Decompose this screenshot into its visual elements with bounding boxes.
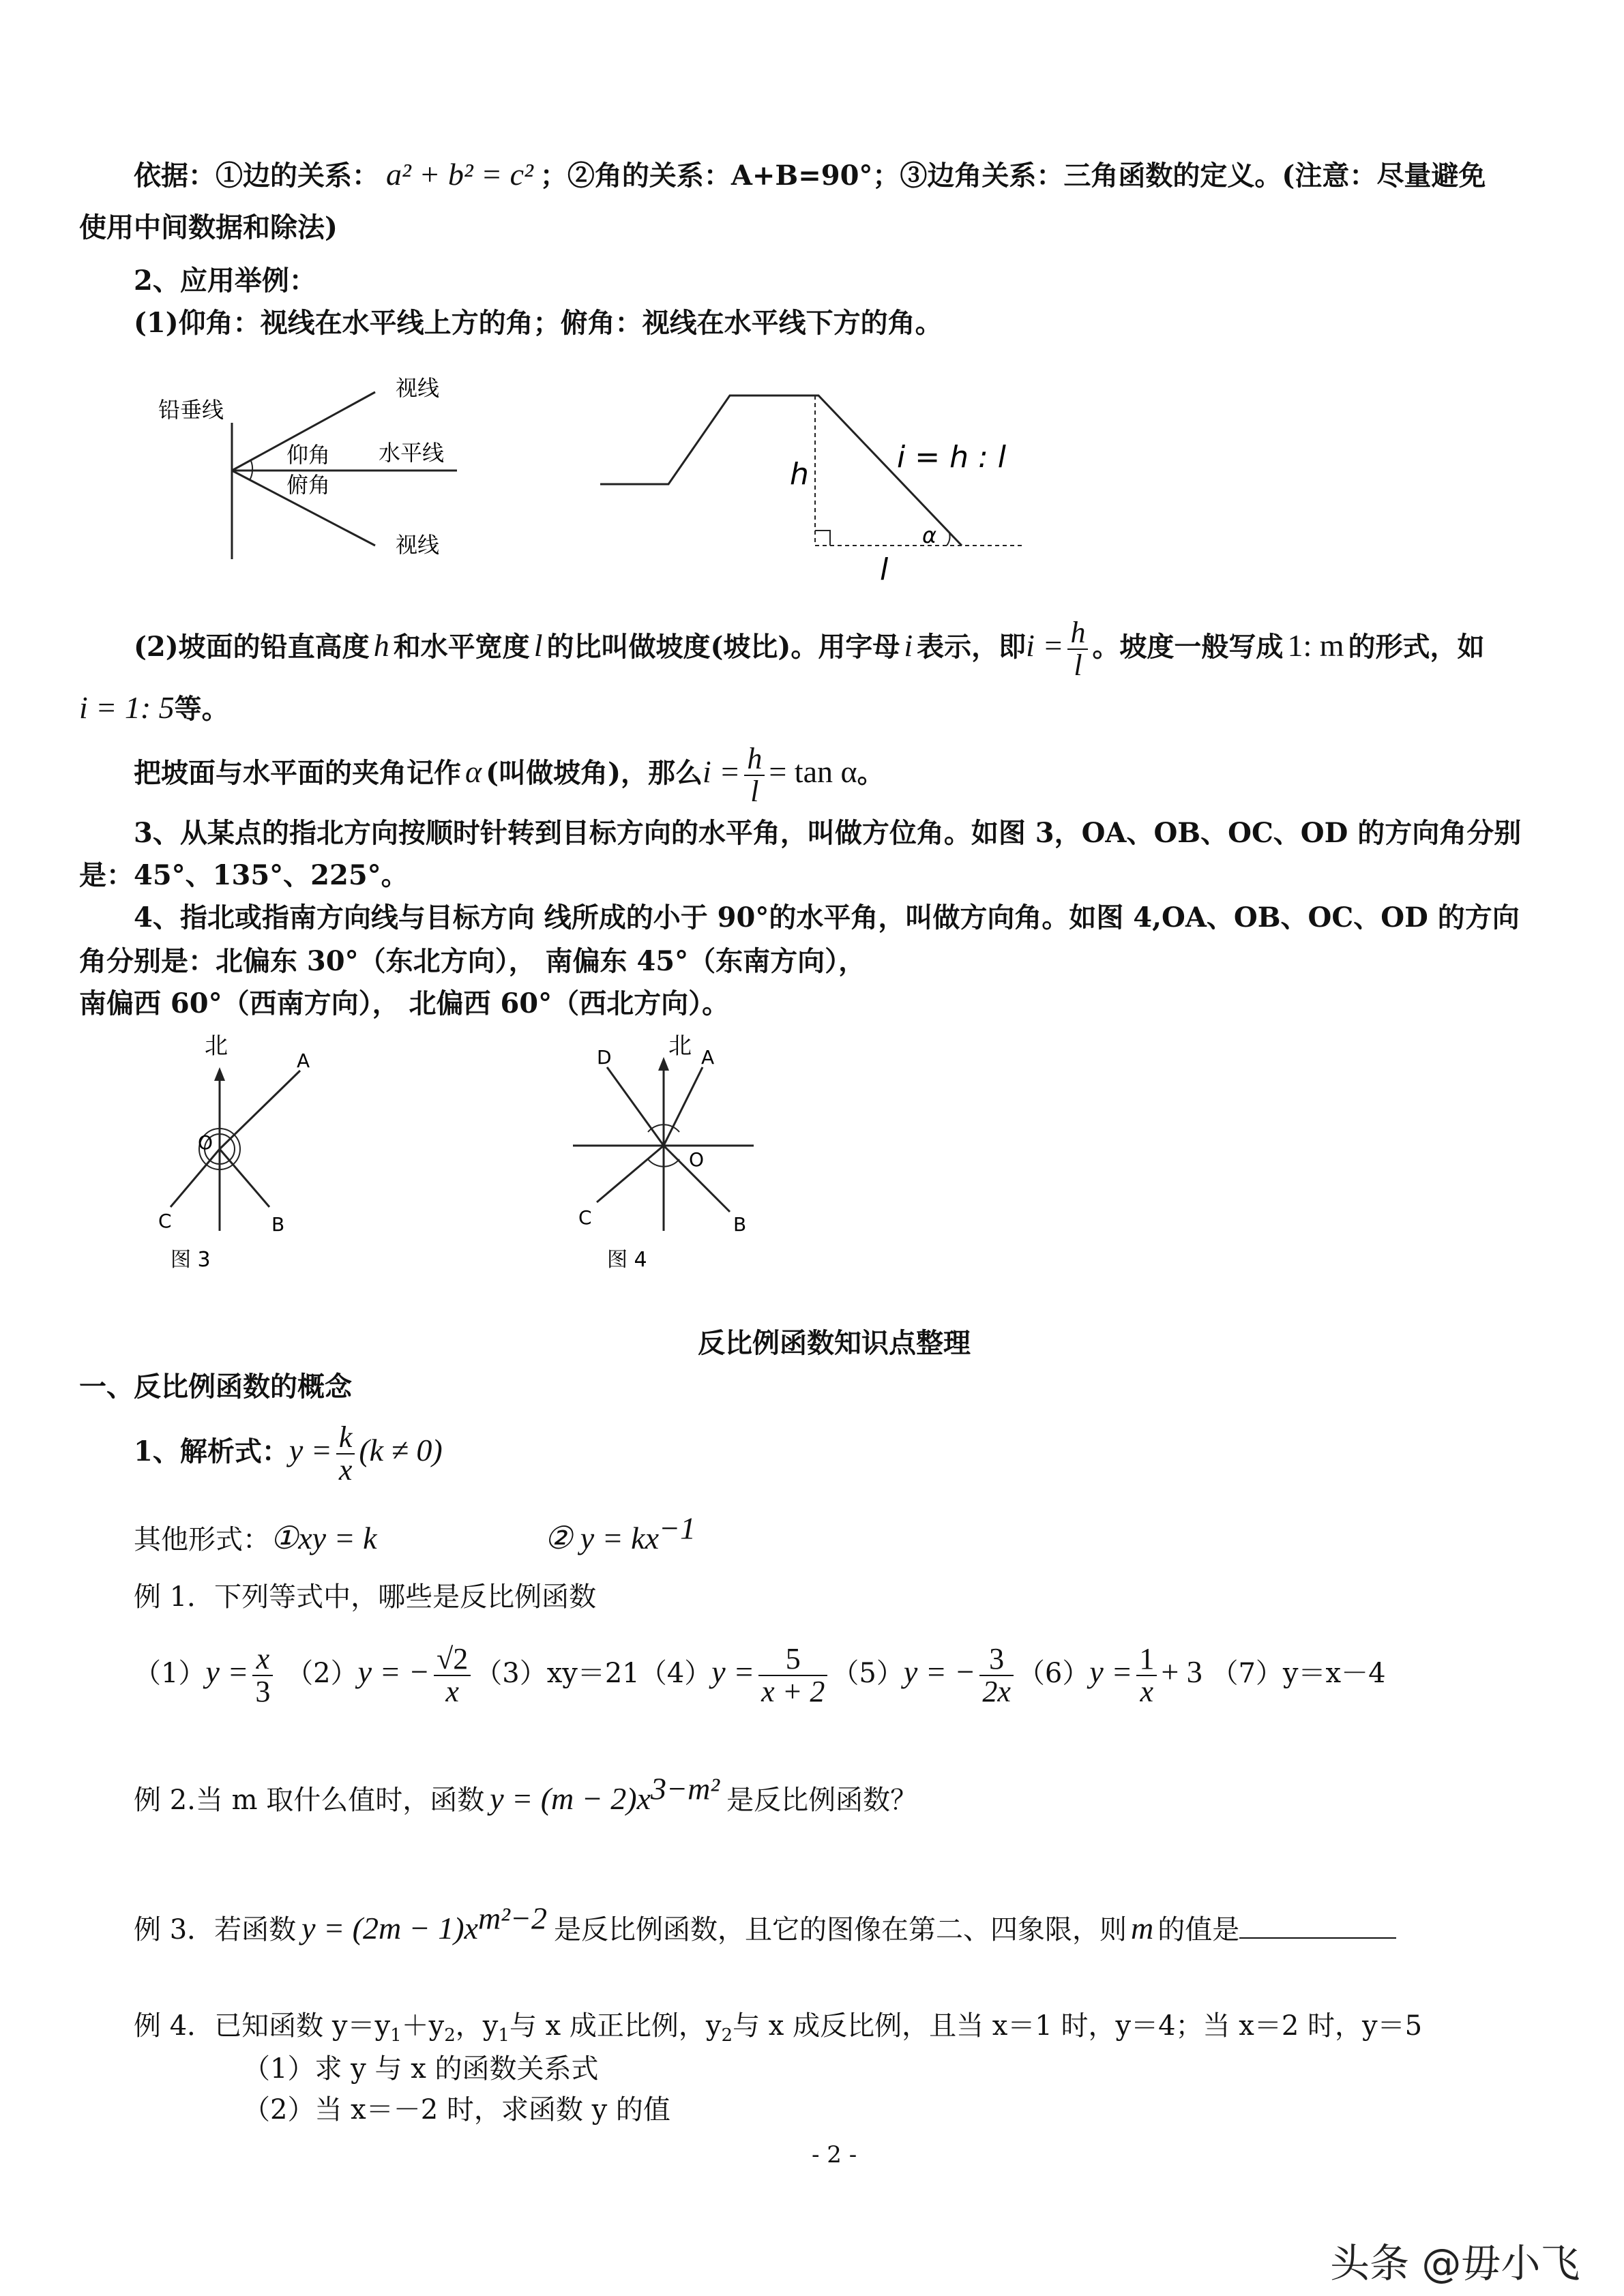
figure-4 (566, 1026, 784, 1279)
formula-condition: (k ≠ 0) (359, 1433, 443, 1468)
slope-var-l: l (533, 628, 543, 664)
other-forms-line (134, 1510, 696, 1557)
slope-angle-text-b: (叫做坡角)，那么 (486, 757, 703, 790)
azimuth-line-2: 是：45°、135°、225°。 (79, 859, 409, 891)
slope-ratio-label: i = h : l (897, 440, 1006, 475)
slope-example: i = 1: 5 (79, 690, 175, 725)
pythagoras-formula: a² + b² = c² (386, 157, 533, 192)
watermark: 头条 @毋小飞 (1330, 2240, 1580, 2286)
section-title: 反比例函数知识点整理 (698, 1327, 971, 1359)
slope-angle-alpha: α (465, 754, 482, 790)
answer-blank (1239, 1914, 1396, 1939)
elevation-angle-label: 仰角 (286, 442, 331, 468)
slope-angle-label: α (922, 522, 937, 548)
elevation-depression-figure (150, 368, 477, 566)
slope-angle-text-a: 把坡面与水平面的夹角记作 (134, 757, 461, 790)
basis-angle: ；②角的关系：A+B=90°；③边角关系：三角函数的定义。(注意：尽量避免 (540, 160, 1486, 192)
plumb-line-label: 铅垂线 (158, 397, 224, 423)
slope-text-f: 的形式，如 (1348, 631, 1485, 664)
slope-var-h: h (373, 628, 389, 664)
fig3-caption: 图 3 (171, 1248, 211, 1272)
fig4-label-a: A (701, 1046, 715, 1069)
slope-definition-line (134, 617, 1485, 681)
slope-angle-line (134, 743, 885, 807)
page-number: - 2 - (812, 2141, 857, 2168)
fig4-label-c: C (578, 1206, 592, 1229)
other-form-2-exp: −1 (659, 1510, 696, 1546)
example-4-sub-2: （2）当 x＝－2 时，求函数 y 的值 (243, 2094, 670, 2126)
fig4-label-d: D (597, 1046, 612, 1069)
sight-line-top-label: 视线 (396, 375, 440, 401)
slope-text-c: 的比叫做坡度(坡比)。用字母 (546, 631, 900, 664)
fig4-label-o: O (689, 1148, 705, 1171)
slope-angle-tan: = tan α (769, 754, 857, 790)
formula-label: 1、解析式： (134, 1435, 289, 1468)
formula-lhs: y = (289, 1433, 332, 1468)
fig4-north: 北 (668, 1032, 692, 1060)
app-heading: 2、应用举例： (134, 265, 316, 297)
elevation-definition: (1)仰角：视线在水平线上方的角；俯角：视线在水平线下方的角。 (134, 307, 943, 339)
direction-line-3: 南偏西 60°（西南方向）， 北偏西 60°（西北方向）。 (79, 987, 730, 1019)
example-4-question: 例 4．已知函数 $y=y_1+y_2$，$y_1$与 x 成正比例，$y_2$与 x 成反比例，且当 x＝1 时，y＝4；当 x＝2 时，y＝5 (134, 2010, 1423, 2046)
sight-line-bottom-label: 视线 (396, 532, 440, 558)
depression-angle-label: 俯角 (286, 472, 331, 498)
slope-angle-i-eq: i = (703, 754, 741, 790)
fig4-caption: 图 4 (607, 1248, 647, 1272)
example-1-question: 例 1．下列等式中，哪些是反比例函数 (134, 1581, 597, 1613)
slope-angle-fraction: $\frac{h}{l}$ (744, 743, 765, 807)
slope-text-a: (2)坡面的铅直高度 (134, 631, 370, 664)
fig3-label-a: A (297, 1049, 310, 1072)
slope-height-label: h (790, 457, 809, 492)
azimuth-line-1: 3、从某点的指北方向按顺时针转到目标方向的水平角，叫做方位角。如图 3，OA、OB、OC、OD 的方向角分别 (134, 817, 1522, 849)
example-3: 例 3．若函数 $y = (2m - 1)x^{m^2-2}$ 是反比例函数，且它的图像在第二、四象限，则 m 的值是 (134, 1909, 1396, 1947)
other-form-1: ①xy = k (270, 1521, 377, 1555)
slope-form: 1: m (1287, 628, 1344, 664)
fig3-label-o: O (198, 1131, 213, 1154)
section-heading-1: 一、反比例函数的概念 (79, 1371, 352, 1403)
slope-length-label: l (880, 552, 889, 586)
slope-figure (593, 382, 1030, 586)
example-1-options: （1）y = $\frac{x}{3}$ （2）y = − $\frac{√2}{x}$ （3）xy＝21（4）y = $\frac{5}{x + 2}$ （5）y = − $\frac{3}{2x}$ （6）y = $\frac{1}{x}$ + 3 （7）y＝x－4 (134, 1642, 1386, 1709)
other-forms-label: 其他形式： (134, 1524, 270, 1555)
slope-text-d: 表示，即 (917, 631, 1027, 664)
fig3-north: 北 (205, 1032, 228, 1060)
direction-line-1: 4、指北或指南方向线与目标方向 线所成的小于 90°的水平角，叫做方向角。如图 4,OA、OB、OC、OD 的方向 (134, 901, 1520, 934)
basis-lead: 依据：①边的关系： (134, 160, 379, 192)
other-form-2: ② y = kx (544, 1521, 659, 1555)
slope-i-eq: i = (1026, 628, 1064, 664)
slope-text-e: 。坡度一般写成 (1092, 631, 1284, 664)
figure-3 (143, 1026, 361, 1279)
slope-fraction: $\frac{h}{l}$ (1067, 617, 1088, 681)
basis-line (134, 155, 1486, 193)
example-2: 例 2.当 m 取什么值时，函数 $y = (m - 2)x^{3-m^2}$ 是反比例函数？ (134, 1771, 918, 1816)
basis-cont: 使用中间数据和除法) (79, 211, 338, 243)
slope-example-line (79, 689, 229, 726)
formula-fraction: $\frac{k}{x}$ (336, 1422, 355, 1486)
formula-line (134, 1422, 443, 1486)
horizontal-line-label: 水平线 (379, 440, 445, 466)
fig3-label-c: C (158, 1210, 172, 1232)
slope-var-i: i (904, 628, 913, 664)
slope-example-tail: 等。 (174, 693, 229, 725)
fig4-label-b: B (733, 1213, 747, 1236)
direction-line-2: 角分别是：北偏东 30°（东北方向）， 南偏东 45°（东南方向）， (79, 945, 866, 977)
slope-text-b: 和水平宽度 (393, 631, 530, 664)
example-4-sub-1: （1）求 y 与 x 的函数关系式 (243, 2053, 599, 2085)
fig3-label-b: B (271, 1213, 285, 1236)
slope-angle-text-d: 。 (857, 757, 885, 790)
